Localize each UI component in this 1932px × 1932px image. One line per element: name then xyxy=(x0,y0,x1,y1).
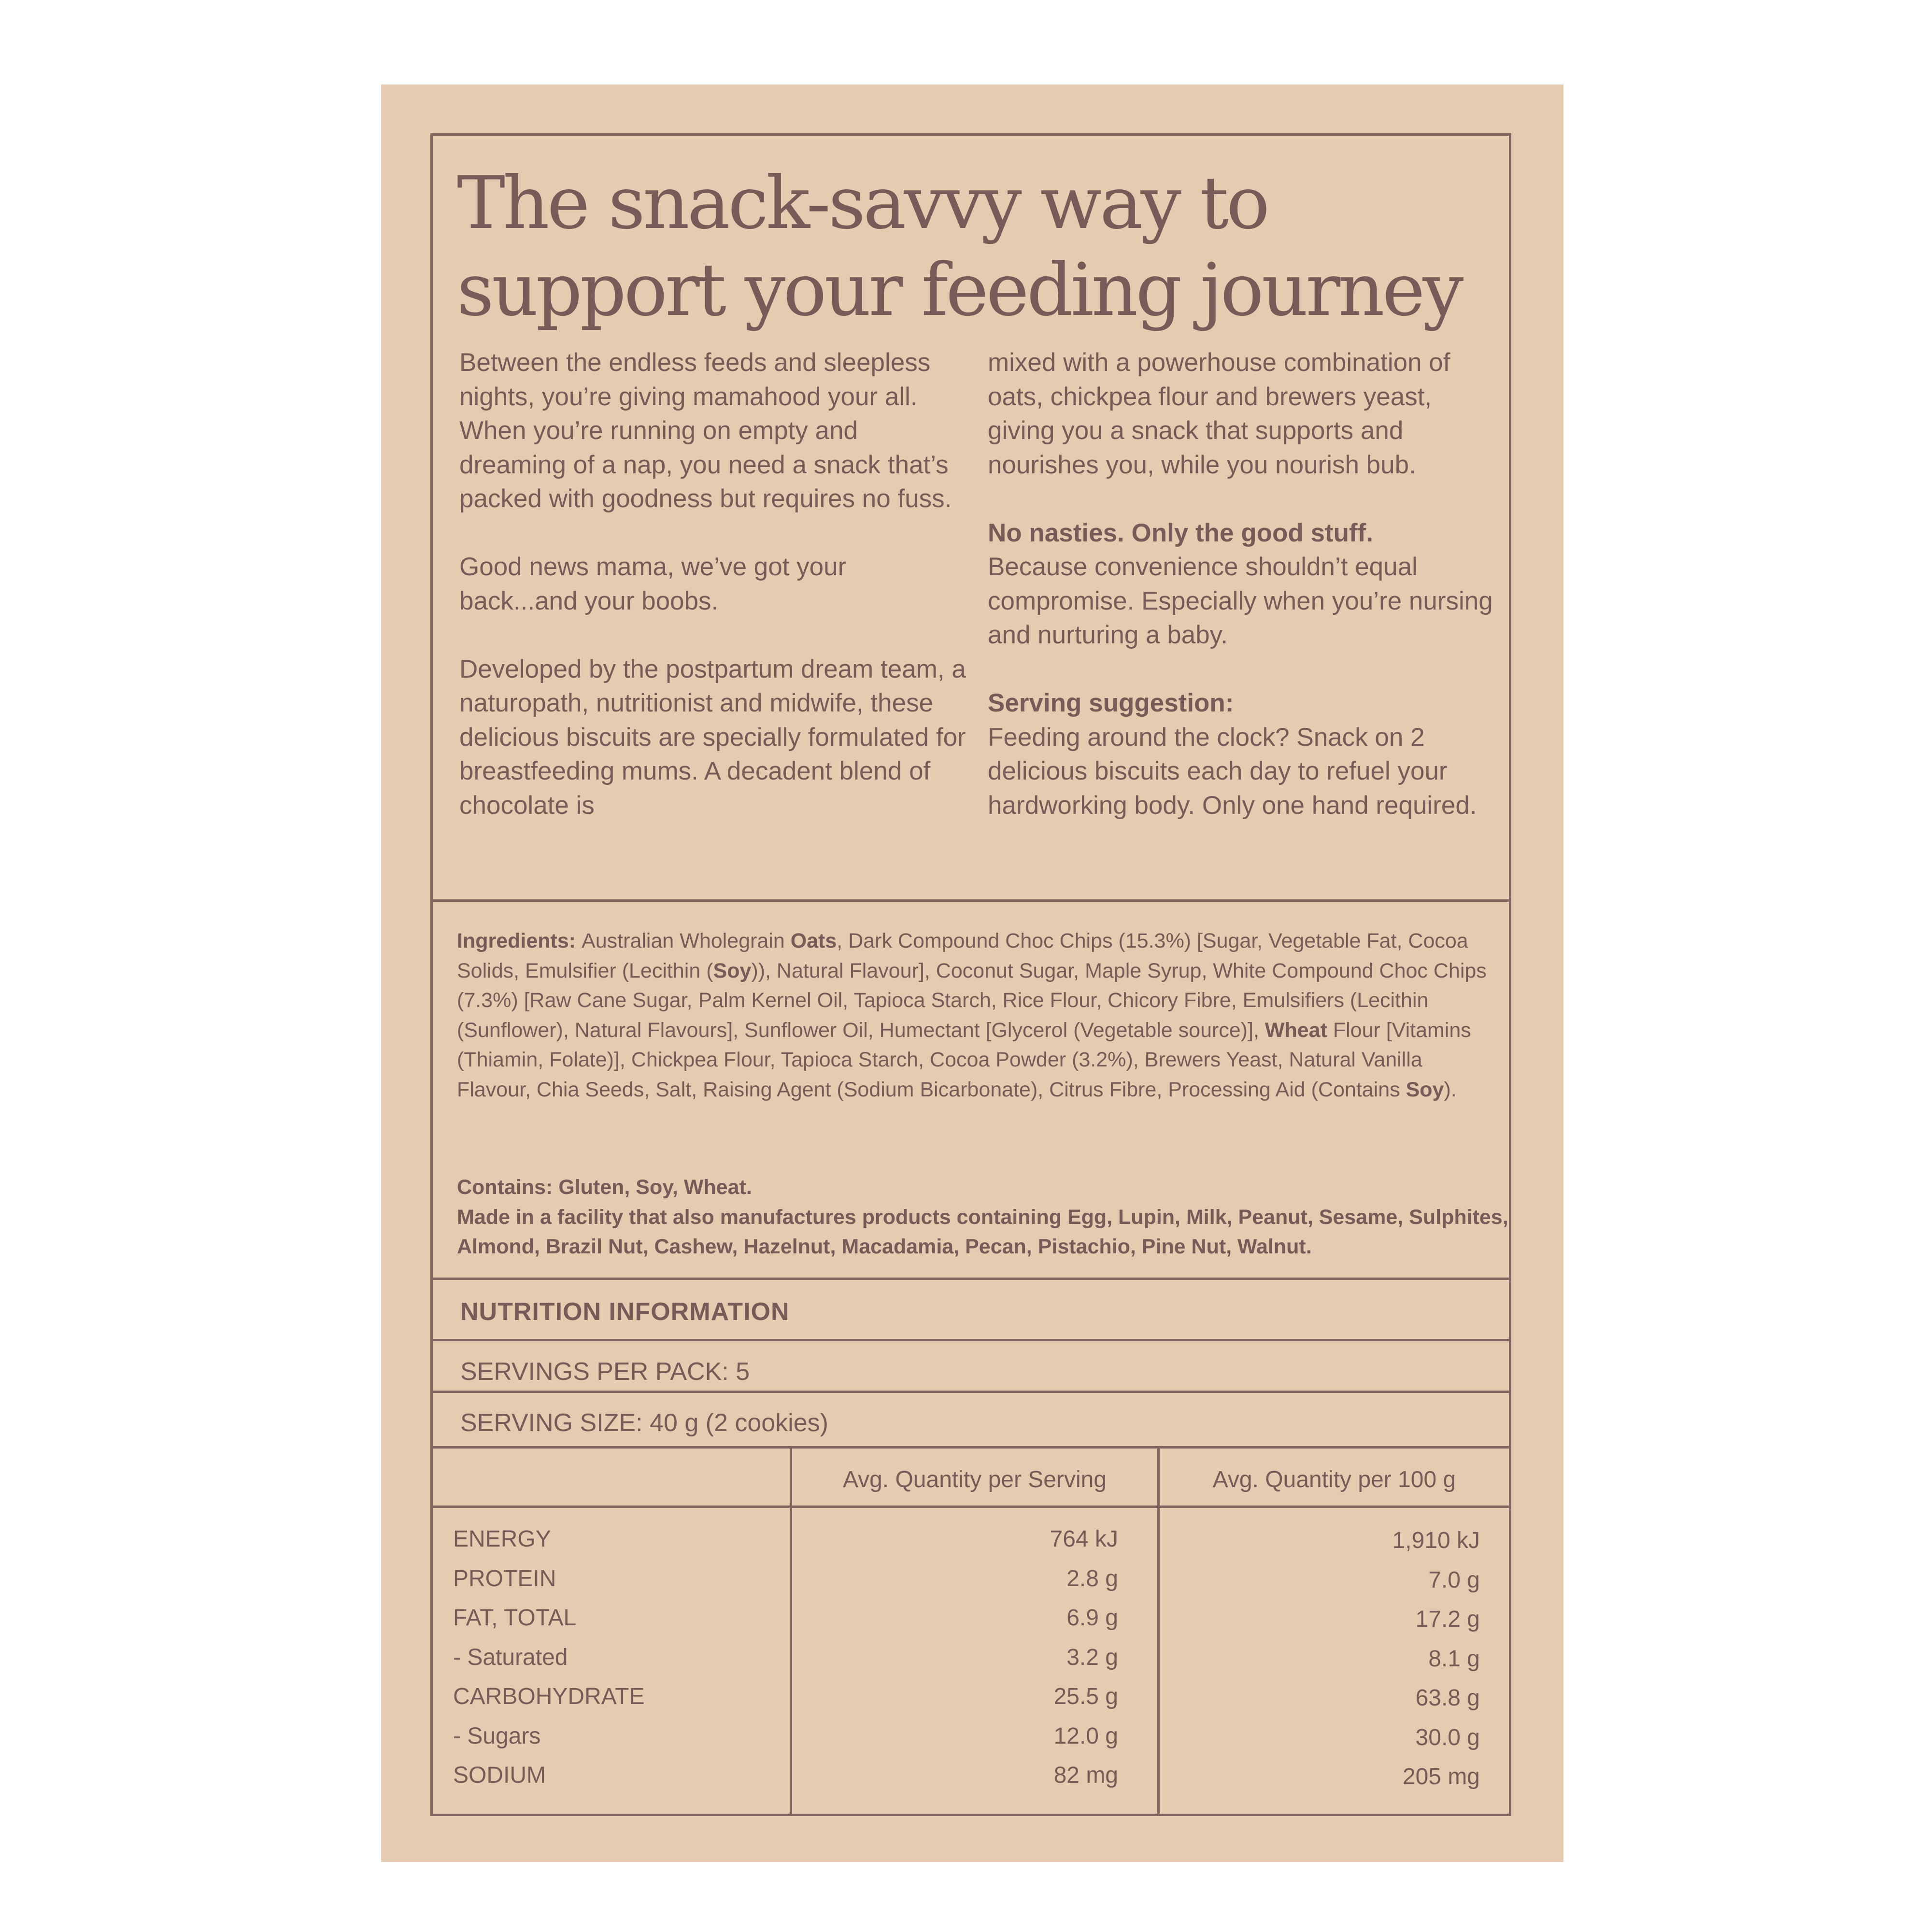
column-header-per-100g: Avg. Quantity per 100 g xyxy=(1212,1467,1456,1492)
product-panel xyxy=(381,85,1563,1862)
nutrition-value-per-serving: 6.9 g xyxy=(1066,1605,1118,1631)
ingredients-part: , Dark Compound Choc Chips (15.3%) [Sugar, Vegetable Fat, Cocoa Solids, Emulsifier (Lecithin ( xyxy=(457,929,1468,982)
column-header-per-serving: Avg. Quantity per Serving xyxy=(842,1467,1107,1492)
nutrition-value-per-100g: 8.1 g xyxy=(1428,1646,1480,1672)
description-left-column xyxy=(459,346,969,823)
nutrition-row-label: FAT, TOTAL xyxy=(453,1605,577,1631)
nutrition-value-per-100g: 17.2 g xyxy=(1415,1606,1480,1632)
paragraph-intro: Between the endless feeds and sleepless nights, you’re giving mamahood your all. When you’re running on empty and dreaming of a nap, you need a snack that’s packed with goodness but requires no fuss. xyxy=(459,348,952,513)
serving-suggestion-heading: Serving suggestion: xyxy=(988,689,1234,717)
nutrition-value-per-serving: 12.0 g xyxy=(1053,1723,1118,1749)
headline xyxy=(457,160,1491,334)
nutrition-title: NUTRITION INFORMATION xyxy=(460,1298,790,1326)
nutrition-row-label: CARBOHYDRATE xyxy=(453,1684,645,1709)
nutrition-value-per-serving: 2.8 g xyxy=(1066,1566,1118,1591)
ingredients-text xyxy=(457,926,1495,1105)
facility-statement: Made in a facility that also manufactures products containing Egg, Lupin, Milk, Peanut, Sesame, Sulphites, Almond, Brazil Nut, Cashew, Hazelnut, Macadamia, Pecan, Pistachio, Pine Nut, Walnut. xyxy=(457,1205,1508,1258)
contains-statement: Contains: Gluten, Soy, Wheat. xyxy=(457,1176,752,1199)
ingredients-part: Flour [Vitamins (Thiamin, Folate)], Chickpea Flour, Tapioca Starch, Cocoa Powder (3.2%), Brewers Yeast, Natural Vanilla Flavour, Chia Seeds, Salt, Raising Agent (Sodium Bicarbonate), Citrus Fibre, Processing Aid (Contains xyxy=(457,1018,1471,1101)
nutrition-value-per-serving: 764 kJ xyxy=(1050,1526,1118,1552)
ingredients-part: Australian Wholegrain xyxy=(582,929,791,952)
nutrition-value-per-100g: 63.8 g xyxy=(1415,1685,1480,1711)
divider-serving-size xyxy=(433,1391,1509,1393)
allergen-highlight: Wheat xyxy=(1264,1018,1327,1042)
paragraph-good-news: Good news mama, we’ve got your back...and your boobs. xyxy=(459,553,847,615)
nutrition-row-label: - Sugars xyxy=(453,1723,541,1749)
nutrition-value-per-100g: 1,910 kJ xyxy=(1392,1528,1480,1553)
headline-line-1: The snack-savvy way to xyxy=(457,161,1268,245)
nutrition-value-per-100g: 30.0 g xyxy=(1415,1725,1480,1750)
allergen-statement xyxy=(457,1173,1510,1262)
ingredients-part: ). xyxy=(1444,1078,1457,1101)
paragraph-blend: mixed with a powerhouse combination of oats, chickpea flour and brewers yeast, giving you a snack that supports and nourishes you, while you nourish bub. xyxy=(988,348,1450,479)
ingredients-part: )), Natural Flavour], Coconut Sugar, Maple Syrup, White Compound Choc Chips (7.3%) [Raw Cane Sugar, Palm Kernel Oil, Tapioca Starch, Rice Flour, Chicory Fibre, Emulsifiers (Lecithin (Sunflower), Natural Flavours], Sunflower Oil, Humectant [Glycerol (Vegetable source)], xyxy=(457,959,1487,1042)
nutrition-value-per-100g: 205 mg xyxy=(1402,1764,1480,1790)
nutrition-row-label: - Saturated xyxy=(453,1645,568,1670)
nutrition-row-label: SODIUM xyxy=(453,1762,546,1788)
allergen-highlight: Oats xyxy=(790,929,837,952)
paragraph-developed-by: Developed by the postpartum dream team, a naturopath, nutritionist and midwife, these delicious biscuits are specially formulated for breastfeeding mums. A decadent blend of chocolate is xyxy=(459,654,966,820)
info-frame xyxy=(430,133,1511,1816)
servings-per-pack: SERVINGS PER PACK: 5 xyxy=(460,1358,750,1386)
serving-suggestion-body: Feeding around the clock? Snack on 2 delicious biscuits each day to refuel your hardworking body. Only one hand required. xyxy=(988,723,1477,820)
nutrition-row-label: PROTEIN xyxy=(453,1566,556,1591)
serving-size: SERVING SIZE: 40 g (2 cookies) xyxy=(460,1409,828,1437)
allergen-highlight: Soy xyxy=(713,959,752,982)
ingredients-label: Ingredients: xyxy=(457,929,576,952)
no-nasties-body: Because convenience shouldn’t equal compromise. Especially when you’re nursing and nurturing a baby. xyxy=(988,553,1493,649)
divider-servings xyxy=(433,1339,1509,1341)
paragraph-serving-suggestion xyxy=(988,686,1497,823)
ingredients-block xyxy=(457,926,1495,1105)
description-right-column xyxy=(988,346,1497,823)
nutrition-value-per-100g: 7.0 g xyxy=(1428,1567,1480,1593)
nutrition-value-per-serving: 25.5 g xyxy=(1053,1684,1118,1709)
no-nasties-heading: No nasties. Only the good stuff. xyxy=(988,518,1373,547)
divider-ingredients xyxy=(433,899,1509,902)
nutrition-value-per-serving: 82 mg xyxy=(1053,1762,1118,1788)
divider-table-header xyxy=(433,1506,1509,1508)
nutrition-value-per-serving: 3.2 g xyxy=(1066,1645,1118,1670)
paragraph-no-nasties xyxy=(988,516,1497,653)
table-column-divider-1 xyxy=(790,1446,792,1816)
allergen-highlight: Soy xyxy=(1406,1078,1444,1101)
divider-nutrition xyxy=(433,1278,1509,1280)
divider-table-top xyxy=(433,1446,1509,1449)
nutrition-row-label: ENERGY xyxy=(453,1526,551,1552)
headline-line-2: support your feeding journey xyxy=(457,248,1462,332)
